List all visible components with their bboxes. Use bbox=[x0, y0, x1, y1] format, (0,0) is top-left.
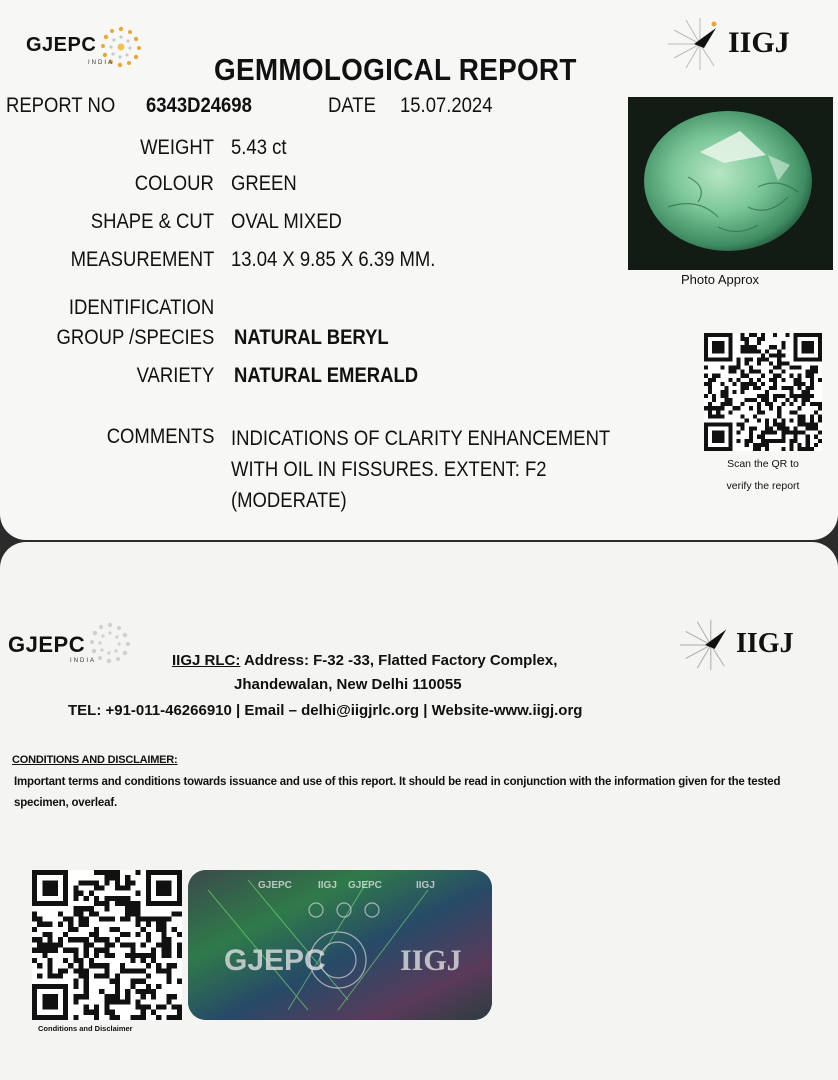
gemstone-photo bbox=[628, 97, 833, 270]
lab-address-line-1: IIGJ RLC: Address: F-32 -33, Flatted Factory Complex, bbox=[172, 652, 558, 669]
conditions-qr-code[interactable] bbox=[32, 870, 182, 1020]
iigj-logo: IIGJ bbox=[676, 616, 794, 672]
group-species-value: NATURAL BERYL bbox=[234, 326, 389, 349]
comments-value bbox=[231, 423, 662, 516]
conditions-heading: CONDITIONS AND DISCLAIMER: bbox=[12, 754, 178, 766]
weight-label: WEIGHT bbox=[140, 136, 214, 159]
weight-row bbox=[0, 136, 700, 164]
qr-caption-line: verify the report bbox=[726, 480, 800, 492]
svg-text:IIGJ: IIGJ bbox=[400, 944, 462, 977]
identification-label: IDENTIFICATION bbox=[68, 296, 214, 319]
shape-cut-row bbox=[0, 210, 700, 238]
measurement-row bbox=[0, 248, 700, 276]
hologram-text: GJEPC bbox=[258, 880, 292, 891]
identification-row bbox=[0, 296, 700, 324]
report-no-value: 6343D24698 bbox=[146, 94, 252, 117]
address-label: IIGJ RLC: bbox=[172, 652, 241, 669]
shape-cut-label: SHAPE & CUT bbox=[90, 210, 214, 233]
variety-label: VARIETY bbox=[136, 364, 214, 387]
conditions-text: Important terms and conditions towards issuance and use of this report. It should be read in conjunction with the information given for the tested specimen, overleaf. bbox=[14, 776, 781, 809]
iigj-logo: IIGJ bbox=[664, 14, 790, 72]
lab-address-line-2: Jhandewalan, New Delhi 110055 bbox=[234, 676, 462, 693]
colour-row bbox=[0, 172, 700, 200]
measurement-value: 13.04 X 9.85 X 6.39 MM. bbox=[231, 248, 436, 271]
weight-value: 5.43 ct bbox=[231, 136, 287, 159]
report-no-label: REPORT NO bbox=[6, 94, 116, 117]
report-title: GEMMOLOGICAL REPORT bbox=[214, 52, 577, 87]
variety-value: NATURAL EMERALD bbox=[234, 364, 419, 387]
svg-text:GJEPC: GJEPC bbox=[224, 944, 326, 977]
lab-contact-line: TEL: +91-011-46266910 | Email – delhi@iigjrlc.org | Website-www.iigj.org bbox=[68, 702, 583, 719]
colour-label: COLOUR bbox=[134, 172, 214, 195]
comment-line: WITH OIL IN FISSURES. EXTENT: F2 bbox=[231, 458, 547, 481]
qr-caption-line: Scan the QR to bbox=[727, 458, 799, 470]
shape-cut-value: OVAL MIXED bbox=[231, 210, 342, 233]
report-number-row bbox=[6, 94, 493, 118]
date-label: DATE bbox=[328, 94, 376, 117]
comment-line: INDICATIONS OF CLARITY ENHANCEMENT bbox=[231, 427, 611, 450]
date-value: 15.07.2024 bbox=[400, 94, 493, 117]
variety-row bbox=[0, 364, 700, 392]
iigj-burst-icon bbox=[664, 14, 726, 72]
comments-label: COMMENTS bbox=[106, 425, 214, 448]
colour-value: GREEN bbox=[231, 172, 297, 195]
gjepc-logo: GJEPC INDIA bbox=[26, 34, 144, 70]
comment-line: (MODERATE) bbox=[231, 489, 347, 512]
svg-text:GJEPC: GJEPC bbox=[348, 880, 382, 891]
group-species-row bbox=[0, 326, 700, 354]
gjepc-logo: GJEPC INDIA bbox=[8, 632, 133, 666]
hologram-text: IIGJ bbox=[318, 880, 337, 891]
security-hologram bbox=[188, 870, 492, 1020]
report-card-back bbox=[0, 542, 838, 1080]
photo-caption: Photo Approx bbox=[681, 272, 760, 287]
group-species-label: GROUP /SPECIES bbox=[56, 326, 214, 349]
conditions-qr-caption: Conditions and Disclaimer bbox=[38, 1024, 133, 1033]
measurement-label: MEASUREMENT bbox=[70, 248, 214, 271]
verify-qr-code[interactable] bbox=[704, 333, 822, 451]
iigj-burst-icon bbox=[676, 616, 736, 672]
svg-text:IIGJ: IIGJ bbox=[416, 880, 435, 891]
comments-label-row bbox=[0, 425, 230, 453]
